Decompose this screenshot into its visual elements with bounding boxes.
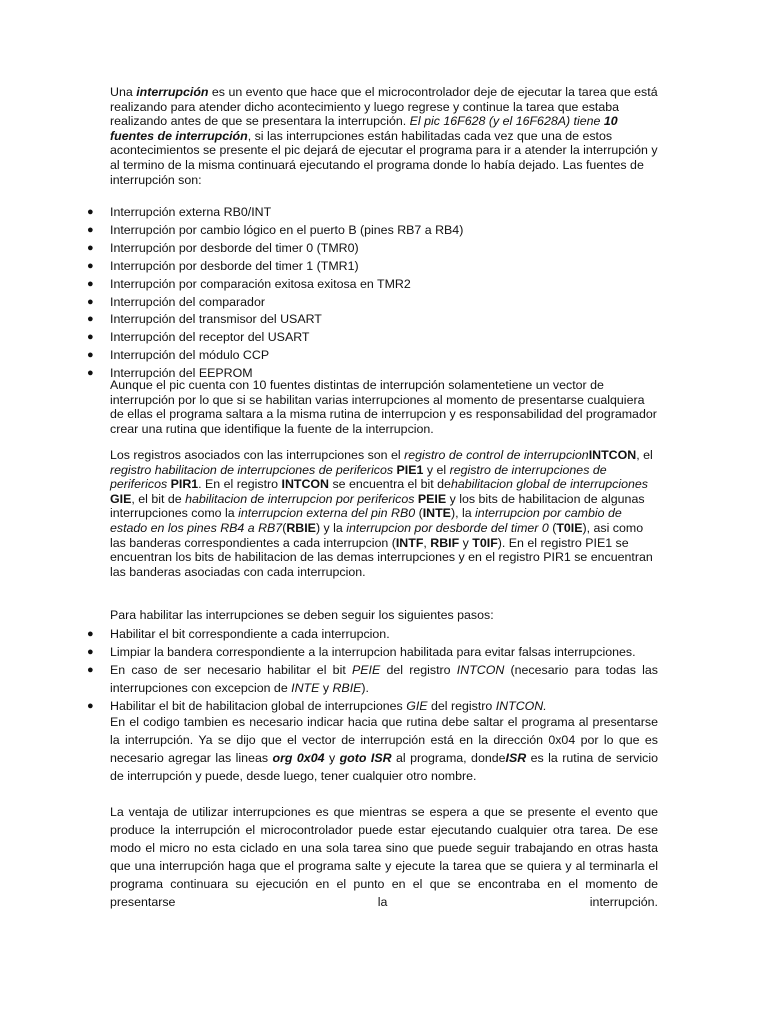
intro-paragraph-run: es un evento que hace que el microcontrolador deje de ejecutar la tarea que está realizando para atender dicho acontecimiento y luego regrese y continue la tarea que estaba realizando antes de que se presentara la interrupción. [110,85,658,129]
registers-paragraph-run: ( [548,520,557,535]
intro-paragraph-run: , si las interrupciones están habilitadas cada vez que una de estos acontecimientos se presente el pic dejará de ejecutar el programa para ir a atender la interrupción y al termino de la misma continuará ejecutando el programa donde lo había dejado. Las fuentes de interrupción son: [110,128,658,187]
list-item-label: Interrupción del comparador [110,294,265,309]
list-item [0,347,658,365]
vector-paragraph: Aunque el pic cuenta con 10 fuentes distintas de interrupción solamentetiene un vector de interrupción por lo que si se habilitan varias interrupciones al momento de presentarse cualquiera de ellas el programa saltara a la misma rutina de interrupcion y es responsabilidad del programador crear una rutina que identifique la fuente de la interrupcion. [110,378,657,436]
step-item-run: PEIE [352,663,381,677]
registers-paragraph-run: T0IE [556,520,583,535]
registers-paragraph-run: , el [636,448,653,462]
step-item-run: RBIE [332,681,362,695]
code-paragraph-run: y [324,751,340,765]
registers-paragraph-run: ( [282,520,287,535]
list-item [0,329,658,347]
intro-paragraph-run: Una [110,85,137,99]
code-paragraph-run: al programa, donde [391,751,506,765]
bullet-icon: ● [87,331,94,344]
bullet-icon: ● [87,628,94,640]
advantage-paragraph: La ventaja de utilizar interrupciones es que mientras se espera a que se presente el evento que produce la interrupción el microcontrolador puede estar ejecutando cualquier otra tarea. De ese modo el micro no esta ciclado en una sola tarea sino que puede seguir trabajando en otras hasta que una interrupción haga que el programa salte y ejecute la tarea que se quiera y al terminarla el programa continuara su ejecución en el punto en el que se encontraba en el momento de presentarse la interrupción. [110,805,658,909]
code-paragraph-run: ISR [505,751,527,765]
step-item-run: INTCON [456,663,505,677]
step-item-run: Limpiar la bandera correspondiente a la interrupcion habilitada para evitar falsas interrupciones. [110,645,636,659]
bullet-icon: ● [87,646,94,658]
bullet-icon: ● [87,664,94,676]
code-paragraph [110,713,658,785]
step-item-run: INTCON. [495,699,547,713]
list-item [0,294,658,312]
registers-paragraph-run: ). En el registro PIE1 se encuentran los bits de habilitacion de las demas interrupciones y en el registro PIR1 se encuentran las banderas asociadas con cada interrupcion. [110,535,653,579]
list-item-label: Interrupción del receptor del USART [110,330,310,345]
list-item-label: Interrupción por desborde del timer 0 (TMR0) [110,240,359,255]
step-item [0,625,658,643]
bullet-icon: ● [87,349,94,362]
registers-paragraph-run: interrupcion por desborde del timer 0 [346,520,549,535]
registers-paragraph-run: INTCON [281,477,329,492]
code-paragraph-run: es la rutina de servicio de interrupción y puede, desde luego, tener cualquier otro nombre. [110,751,658,783]
registers-paragraph-run: INTCON [588,448,637,462]
step-item-run: Habilitar el bit correspondiente a cada interrupcion. [110,627,390,641]
list-item-label: Interrupción del transmisor del USART [110,312,322,327]
code-paragraph-run: goto ISR [339,751,392,765]
list-item-label: Interrupción por cambio lógico en el puerto B (pines RB7 a RB4) [110,222,464,237]
registers-paragraph-run: , el bit de [131,491,186,506]
registers-paragraph-run: INTF [395,535,424,550]
step-item-run: ). [361,681,369,695]
registers-paragraph-run: y [459,535,473,550]
step-item-run: del registro [427,699,496,713]
registers-paragraph-run: registro habilitacion de interrupciones de perifericos [110,462,394,477]
step-item [0,661,658,697]
registers-paragraph-run: ) y la [315,520,347,535]
registers-paragraph-run: habilitacion global de interrupciones [450,477,648,492]
list-item-label: Interrupción del EEPROM [110,366,253,381]
step-item-run: En caso de ser necesario habilitar el bit [110,663,352,677]
registers-paragraph [110,448,658,579]
step-item [0,643,658,661]
bullet-icon: ● [87,223,94,236]
registers-paragraph-run: interrupcion externa del pin RB0 [238,506,416,521]
code-paragraph-run: En el codigo tambien es necesario indicar hacia que rutina debe saltar el programa al presentarse la interrupción. Ya se dijo que el vector de interrupción está en la dirección 0x04 por lo que es necesario agregar las lineas [110,715,658,765]
registers-paragraph-run: interrupcion por cambio de estado en los pines RB4 a RB7 [110,506,622,535]
bullet-icon: ● [87,277,94,290]
code-paragraph-run: org 0x04 [272,751,325,765]
registers-paragraph-run: , [423,535,431,550]
step-item-run: (necesario para todas las interrupciones con excepcion de [110,663,659,695]
registers-paragraph-run: RBIE [286,520,316,535]
bullet-icon: ● [87,241,94,254]
list-item [0,311,658,329]
bullet-icon: ● [87,313,94,326]
steps-intro: Para habilitar las interrupciones se deben seguir los siguientes pasos: [110,608,494,622]
intro-paragraph-run: El pic 16F628 (y el 16F628A) tiene [409,114,604,129]
list-item [0,258,658,276]
intro-paragraph-run: 10 fuentes de interrupción [110,114,618,143]
step-item-run: y [319,681,333,695]
list-item-label: Interrupción externa RB0/INT [110,205,272,219]
registers-paragraph-run: registro de interrupciones de perifericos [110,462,607,492]
registers-paragraph-run: ), asi como las banderas correspondientes a cada interrupcion ( [110,520,644,550]
list-item [0,240,658,258]
list-item [0,276,658,294]
step-item-run: del registro [380,663,457,677]
registers-paragraph-run: RBIF [430,535,460,550]
steps-list [0,625,768,715]
interrupt-sources-list [0,204,768,383]
registers-paragraph-run: PIE1 [396,462,424,477]
bullet-icon: ● [87,367,94,380]
registers-paragraph-run: ), la [450,506,476,521]
registers-paragraph-run: habilitacion de interrupcion por perifericos [185,491,415,506]
bullet-icon: ● [87,259,94,272]
registers-paragraph-run: PIR1 [170,477,199,492]
bullet-icon: ● [87,206,94,218]
registers-paragraph-run: y los bits de habilitacion de algunas interrupciones como la [110,491,645,521]
intro-paragraph-run: interrupción [136,85,209,99]
registers-paragraph-run: GIE [110,491,132,506]
registers-paragraph-run: . En el registro [198,477,282,492]
intro-paragraph [110,85,658,187]
list-item [0,222,658,240]
registers-paragraph-run: Los registros asociados con las interrupciones son el [110,448,405,462]
list-item-label: Interrupción por desborde del timer 1 (TMR1) [110,258,359,273]
step-item-run: INTE [291,681,320,695]
list-item-label: Interrupción del módulo CCP [110,348,270,363]
registers-paragraph-run: se encuentra el bit de [329,477,451,492]
step-item-run: Habilitar el bit de habilitacion global de interrupciones [110,699,407,713]
registers-paragraph-run: ( [415,506,423,521]
registers-paragraph-run: y el [423,462,450,477]
bullet-icon: ● [87,295,94,308]
bullet-icon: ● [87,700,94,712]
step-item-run: GIE [406,699,428,713]
registers-paragraph-run: registro de control de interrupcion [404,448,589,462]
registers-paragraph-run: T0IF [472,535,498,550]
list-item-label: Interrupción por comparación exitosa exitosa en TMR2 [110,276,411,291]
registers-paragraph-run: PEIE [417,491,447,506]
registers-paragraph-run: INTE [422,506,451,521]
list-item [0,204,658,222]
